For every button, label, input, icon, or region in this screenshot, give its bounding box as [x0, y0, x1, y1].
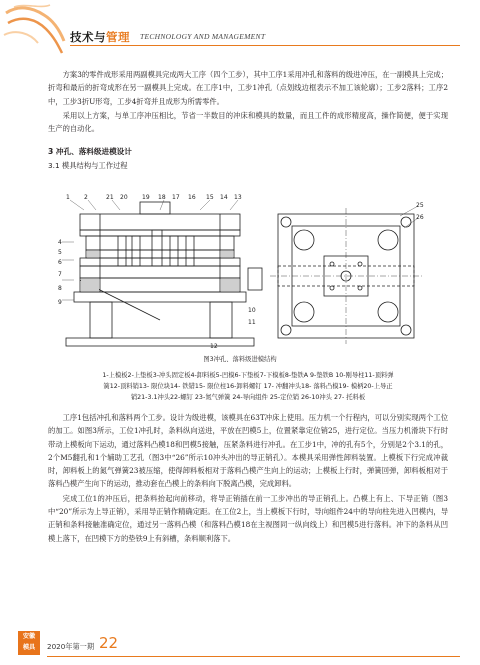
paragraph: 工序1包括冲孔和落料两个工步。设计为级进模，该模具在63T冲床上使用。压力机一个行程内，可以分别实现两个工位的加工。如图3所示，工位1冲孔时，条料纵向送进，平放在凹模5上，位置紧靠定位销25，进行定位。当压力机滑块下行时带动上模板向下运动，通过落料凸模18和凹模5接触，压紧条料进行冲孔。在工步1中，冲的孔有5个，分别是2个3.1的孔，2个M5翻孔和1个辅助工艺孔（图3中“26”所示10冲头冲出的导正销孔）。本模具采用弹性卸料装置。上模板下行完成冲裁时，卸料板上的氮气弹簧23被压缩，使得卸料板相对于落料凸模产生向上的运动；上模板上行时，弹簧回弹，卸料板相对于落料凸模产生向下的运动，推动套在凸模上的条料向下脱离凸模，完成卸料。: [48, 413, 448, 489]
callout-label: 6: [58, 259, 62, 266]
figure-legend: [48, 370, 448, 404]
page-header: [0, 0, 480, 58]
callout-label: 7: [58, 271, 62, 278]
callout-label: 9: [58, 299, 62, 306]
callout-label: 10: [248, 307, 256, 314]
die-structure-figure: [58, 194, 430, 350]
page-number: 22: [99, 634, 119, 652]
subsection-heading: 3.1 模具结构与工作过程: [48, 161, 128, 171]
legend-line: 簧12-顶料销13- 限位块14- 铁错15- 限位柱16-卸料螺钉 17- 冲翻冲头18- 落料凸模19- 模柄20-上导正: [103, 383, 393, 391]
legend-line: 1-上模板2-上垫板3-冲头固定板4-卸料板5-凹模6-下垫板7-下模板8-垫铁A 9-垫铁B 10-刚导柱11-顶料弹: [102, 372, 394, 379]
callout-label: 12: [210, 343, 218, 350]
callout-label: 1: [66, 194, 70, 201]
callout-label: 20: [120, 194, 128, 201]
die-drawing-svg: [58, 194, 430, 350]
issue-label: 2020年第一期: [47, 642, 95, 651]
figure-caption: 图3冲孔、落料级进模结构: [203, 356, 277, 363]
callout-label: 18: [158, 194, 166, 201]
legend-line: 销21-3.1冲头22-螺钉 23-氮气弹簧 24-导向组件 25-定位销 26-10冲头 27- 托料板: [130, 394, 366, 402]
callout-label: 25: [416, 202, 424, 209]
callout-label: 11: [248, 319, 256, 326]
callout-label: 13: [234, 194, 242, 201]
article-body-bottom: [48, 411, 448, 546]
callout-label: 15: [206, 194, 214, 201]
paragraph: 方案3的零件成形采用两副模具完成两大工序（四个工步），其中工序1采用冲孔和落料的级进冲压，在一副模具上完成；折弯和最后的折弯成形在另一副模具上完成。在工序1中，工步1冲孔（点划线边框表示不加工该轮廓）；工步2落料；工序2中，工步3折U形弯，工步4折弯并且成形为所需零件。: [48, 70, 448, 106]
header-divider: [70, 45, 460, 46]
journal-column-subtitle: TECHNOLOGY AND MANAGEMENT: [140, 32, 266, 41]
paragraph: 完成工位1的冲压后，把条料抬起向前移动，将导正销插在前一工步冲出的导正销孔上。凸模上有上、下导正销（图3中“20”所示为上导正销），采用导正销作精确定距。在工位2上，当上模板下行时，导向组件24中的导向柱先进入凹模内，导正销和条料接触准确定位，通过另一落料凸模（和落料凸模18在主视图同一纵向线上）和凹模5进行落料。冲下的条料从凹模上落下，在凹模下方的垫铁9上有斜槽，条料顺利落下。: [48, 493, 448, 543]
callout-label: 5: [58, 249, 62, 256]
callout-label: 21: [106, 194, 114, 201]
article-body-top: [48, 68, 448, 172]
callout-label: 19: [142, 194, 150, 201]
page-footer: [0, 630, 480, 665]
callout-label: 26: [416, 214, 424, 221]
callout-label: 14: [220, 194, 228, 201]
journal-column-title: 技术与管理: [70, 30, 130, 44]
decorative-ribbon-graphic: [4, 3, 66, 55]
section-heading: 3 冲孔、落料级进模设计: [48, 147, 132, 157]
callout-label: 4: [58, 239, 62, 246]
callout-label: 8: [58, 285, 62, 292]
callout-label: 16: [188, 194, 196, 201]
callout-label: 17: [172, 194, 180, 201]
paragraph: 采用以上方案，与单工序冲压相比，节省一半数目的冲床和模具的数量，而且工件的成形精度高，操作简便，便于实现生产的自动化。: [48, 110, 448, 134]
footer-divider: [47, 656, 460, 657]
journal-badge-logo: 安徽 模具: [18, 631, 40, 655]
callout-label: 2: [84, 194, 88, 201]
